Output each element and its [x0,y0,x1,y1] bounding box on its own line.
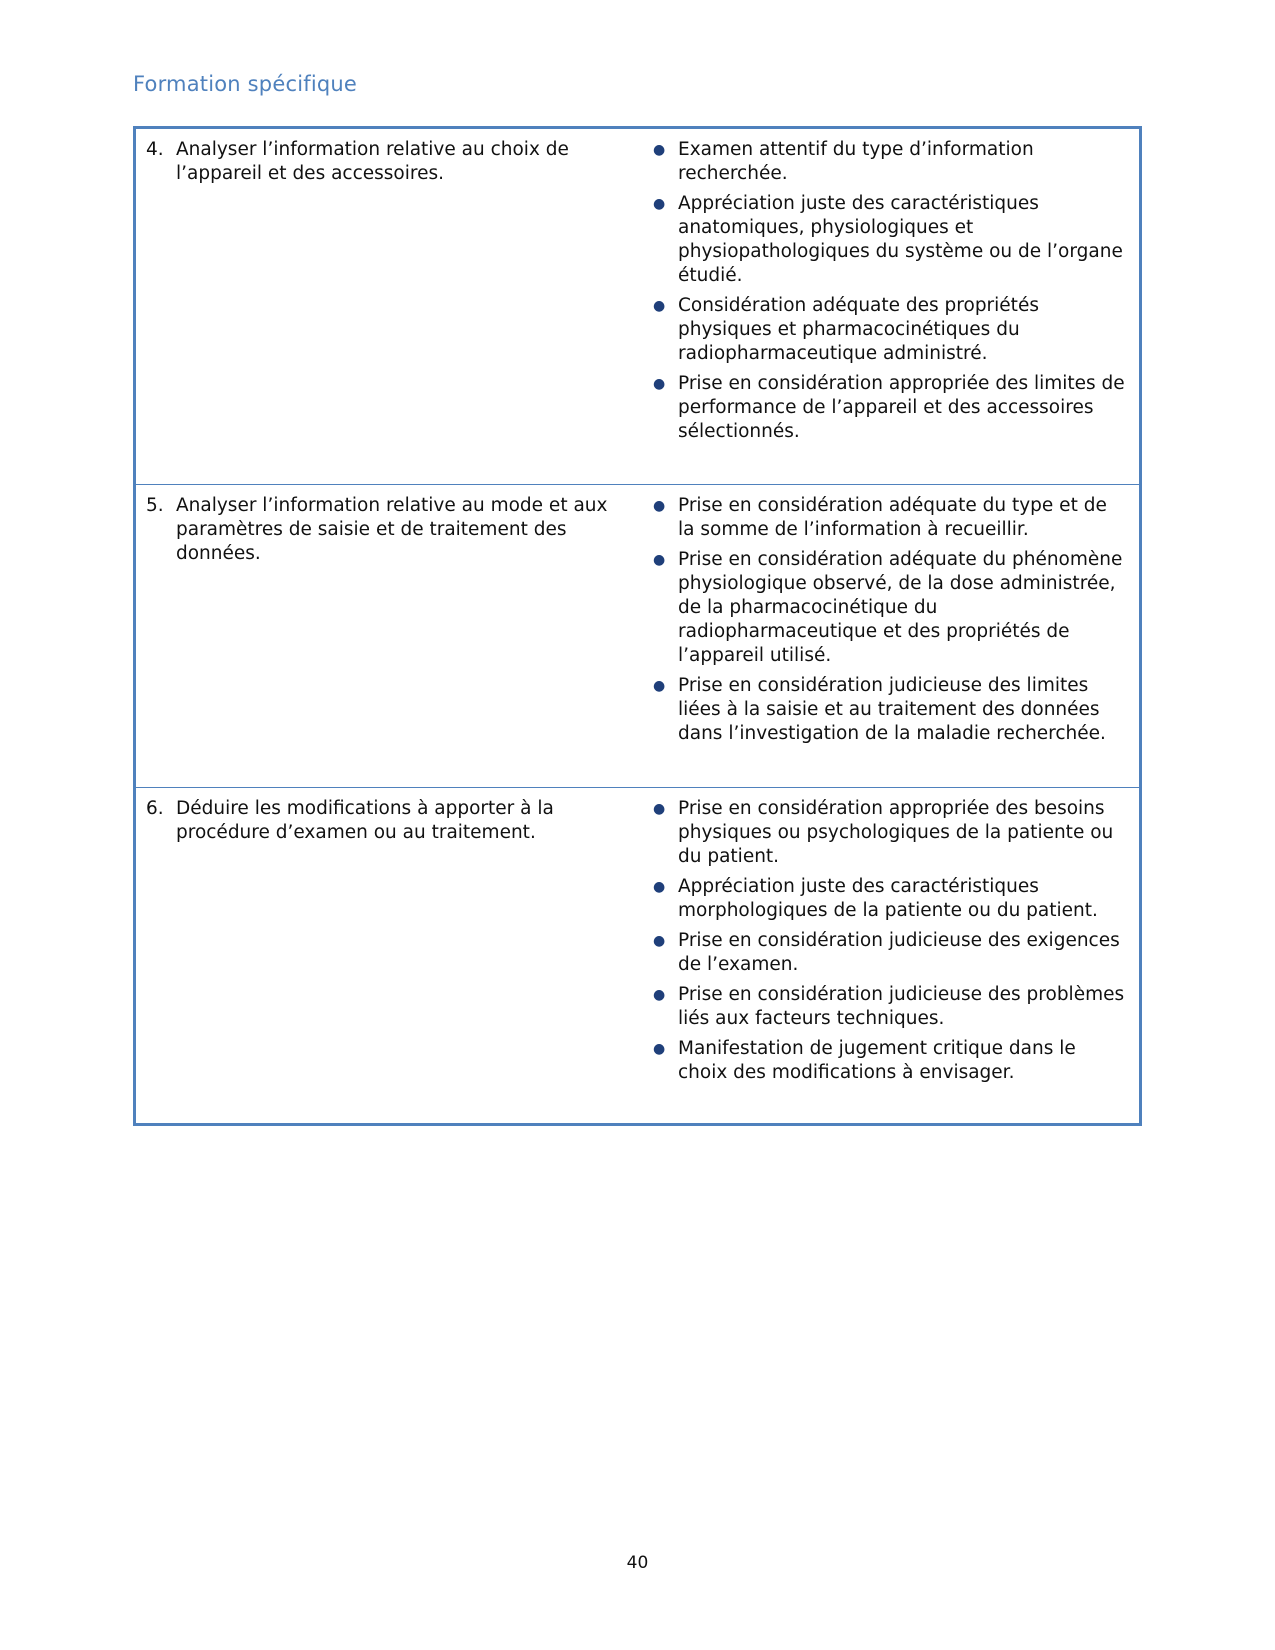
list-item [644,797,1127,869]
list-item [644,192,1127,288]
element-cell [136,788,636,1123]
list-item [644,138,1127,186]
list-item [644,875,1127,923]
element-cell [136,485,636,787]
criteria-cell [636,485,1139,787]
bullet-icon: ● [653,879,666,895]
criterion-text: Manifestation de jugement critique dans le choix des modifications à envisager. [678,1038,1076,1083]
list-item [644,1037,1127,1085]
bullet-icon: ● [653,1041,666,1057]
list-item [644,372,1127,444]
bullet-icon: ● [653,987,666,1003]
table-row [136,787,1139,1123]
table-row [136,484,1139,787]
list-item [644,983,1127,1031]
section-title: Formation spécifique [133,72,358,96]
bullet-icon: ● [653,196,666,212]
list-item [644,674,1127,746]
criterion-text: Examen attentif du type d’information recherchée. [678,139,1034,184]
element-text: Analyser l’information relative au mode et aux paramètres de saisie et de traitement des données. [176,495,608,564]
element-text: Analyser l’information relative au choix de l’appareil et des accessoires. [176,139,569,184]
page-number: 40 [626,1553,649,1573]
bullet-icon: ● [653,142,666,158]
criterion-text: Prise en considération judicieuse des exigences de l’examen. [678,930,1120,975]
list-item [644,494,1127,542]
bullet-icon: ● [653,298,666,314]
criteria-cell [636,129,1139,484]
element-number: 6. [146,798,164,819]
criterion-text: Considération adéquate des propriétés physiques et pharmacocinétiques du radiopharmaceutique administré. [678,295,1039,364]
list-item [644,929,1127,977]
list-item [644,294,1127,366]
criterion-text: Prise en considération adéquate du type et de la somme de l’information à recueillir. [678,495,1107,540]
bullet-icon: ● [653,801,666,817]
list-item [644,548,1127,668]
element-number: 5. [146,495,164,516]
element-cell [136,129,636,484]
bullet-icon: ● [653,552,666,568]
criterion-text: Appréciation juste des caractéristiques morphologiques de la patiente ou du patient. [678,876,1098,921]
competency-table [133,126,1142,1126]
bullet-icon: ● [653,678,666,694]
criteria-cell [636,788,1139,1123]
bullet-icon: ● [653,933,666,949]
criterion-text: Prise en considération appropriée des besoins physiques ou psychologiques de la patiente ou du patient. [678,798,1114,867]
element-text: Déduire les modifications à apporter à la procédure d’examen ou au traitement. [176,798,554,843]
criterion-text: Prise en considération appropriée des limites de performance de l’appareil et des accessoires sélectionnés. [678,373,1125,442]
criterion-text: Prise en considération adéquate du phénomène physiologique observé, de la dose administrée, de la pharmacocinétique du radiopharmaceutique et des propriétés de l’appareil utilisé. [678,549,1123,666]
criterion-text: Appréciation juste des caractéristiques anatomiques, physiologiques et physiopathologiques du système ou de l’organe étudié. [678,193,1123,286]
table-row [136,129,1139,484]
criterion-text: Prise en considération judicieuse des problèmes liés aux facteurs techniques. [678,984,1125,1029]
criterion-text: Prise en considération judicieuse des limites liées à la saisie et au traitement des données dans l’investigation de la maladie recherchée. [678,675,1106,744]
bullet-icon: ● [653,498,666,514]
element-number: 4. [146,139,164,160]
bullet-icon: ● [653,376,666,392]
